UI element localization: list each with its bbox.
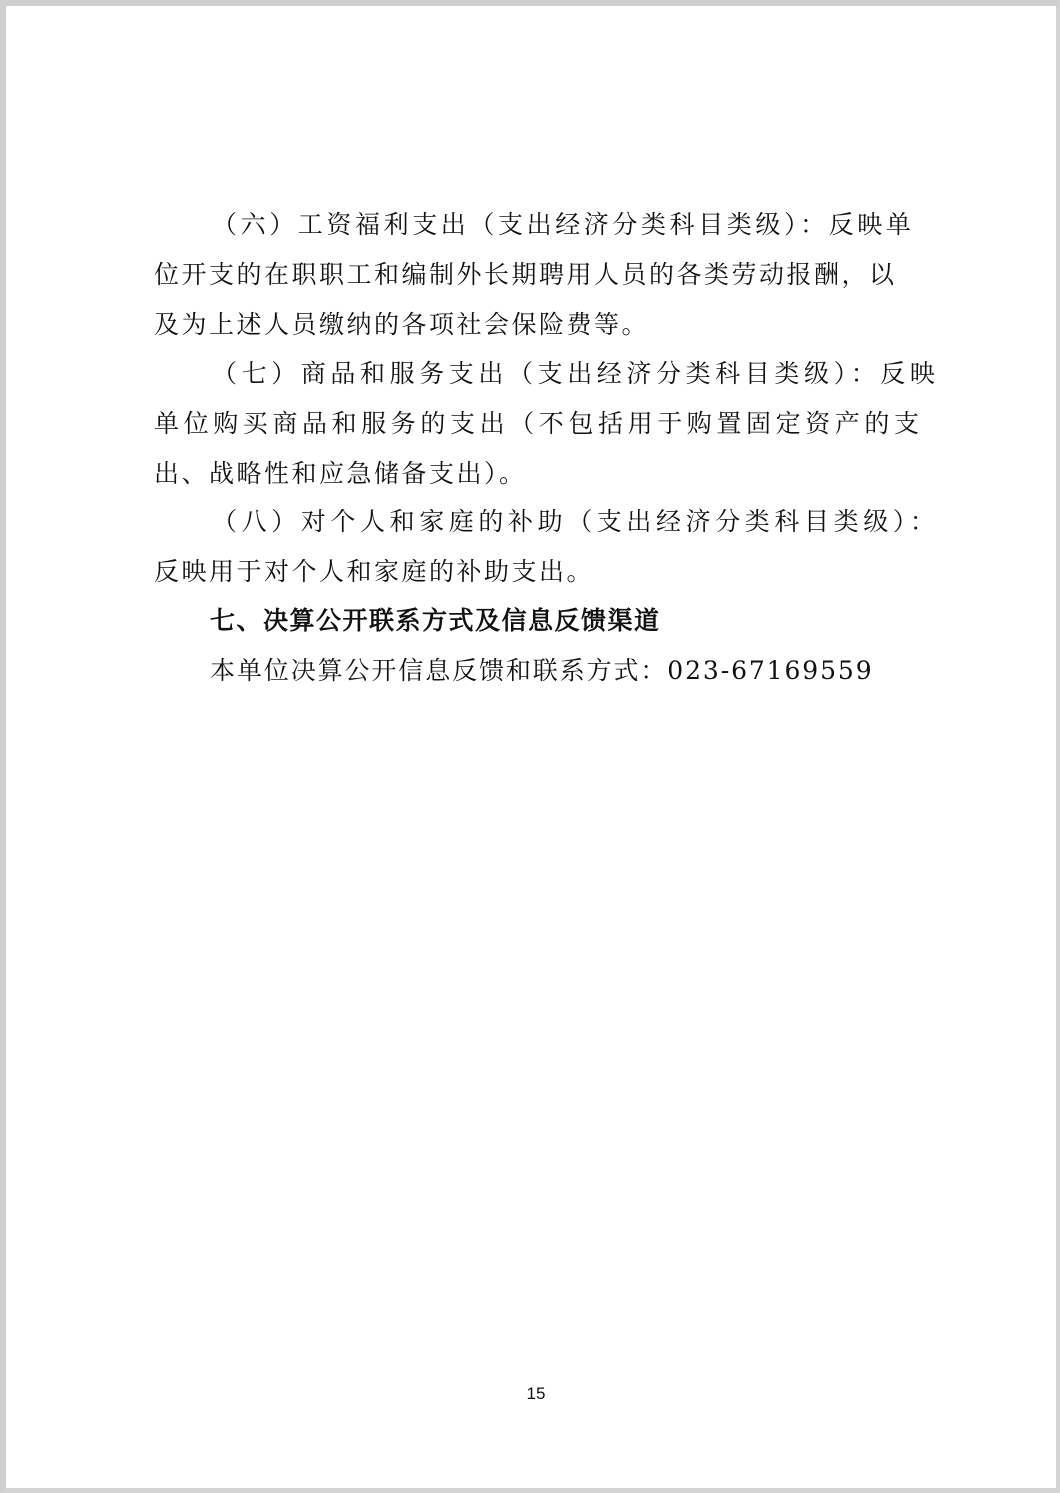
paragraph-6-line-2: 位开支的在职职工和编制外长期聘用人员的各类劳动报酬，以: [154, 260, 897, 289]
paragraph-8-line-1: （八）对个人和家庭的补助（支出经济分类科目类级）：: [212, 507, 940, 536]
paragraph-7-line-2: 单位购买商品和服务的支出（不包括用于购置固定资产的支: [154, 409, 924, 438]
paragraph-6-line-1: （六）工资福利支出（支出经济分类科目类级）：反映单: [212, 210, 915, 239]
paragraph-8-line-2: 反映用于对个人和家庭的补助支出。: [154, 557, 595, 586]
page-number: 15: [526, 1384, 546, 1403]
section-7-heading: 七、决算公开联系方式及信息反馈渠道: [210, 606, 661, 635]
paragraph-7-line-1: （七）商品和服务支出（支出经济分类科目类级）：反映: [212, 359, 940, 388]
paragraph-7-line-3: 出、战略性和应急储备支出）。: [154, 459, 527, 488]
contact-line: 本单位决算公开信息反馈和联系方式：023-67169559: [210, 656, 874, 685]
paragraph-6-line-3: 及为上述人员缴纳的各项社会保险费等。: [154, 310, 650, 339]
